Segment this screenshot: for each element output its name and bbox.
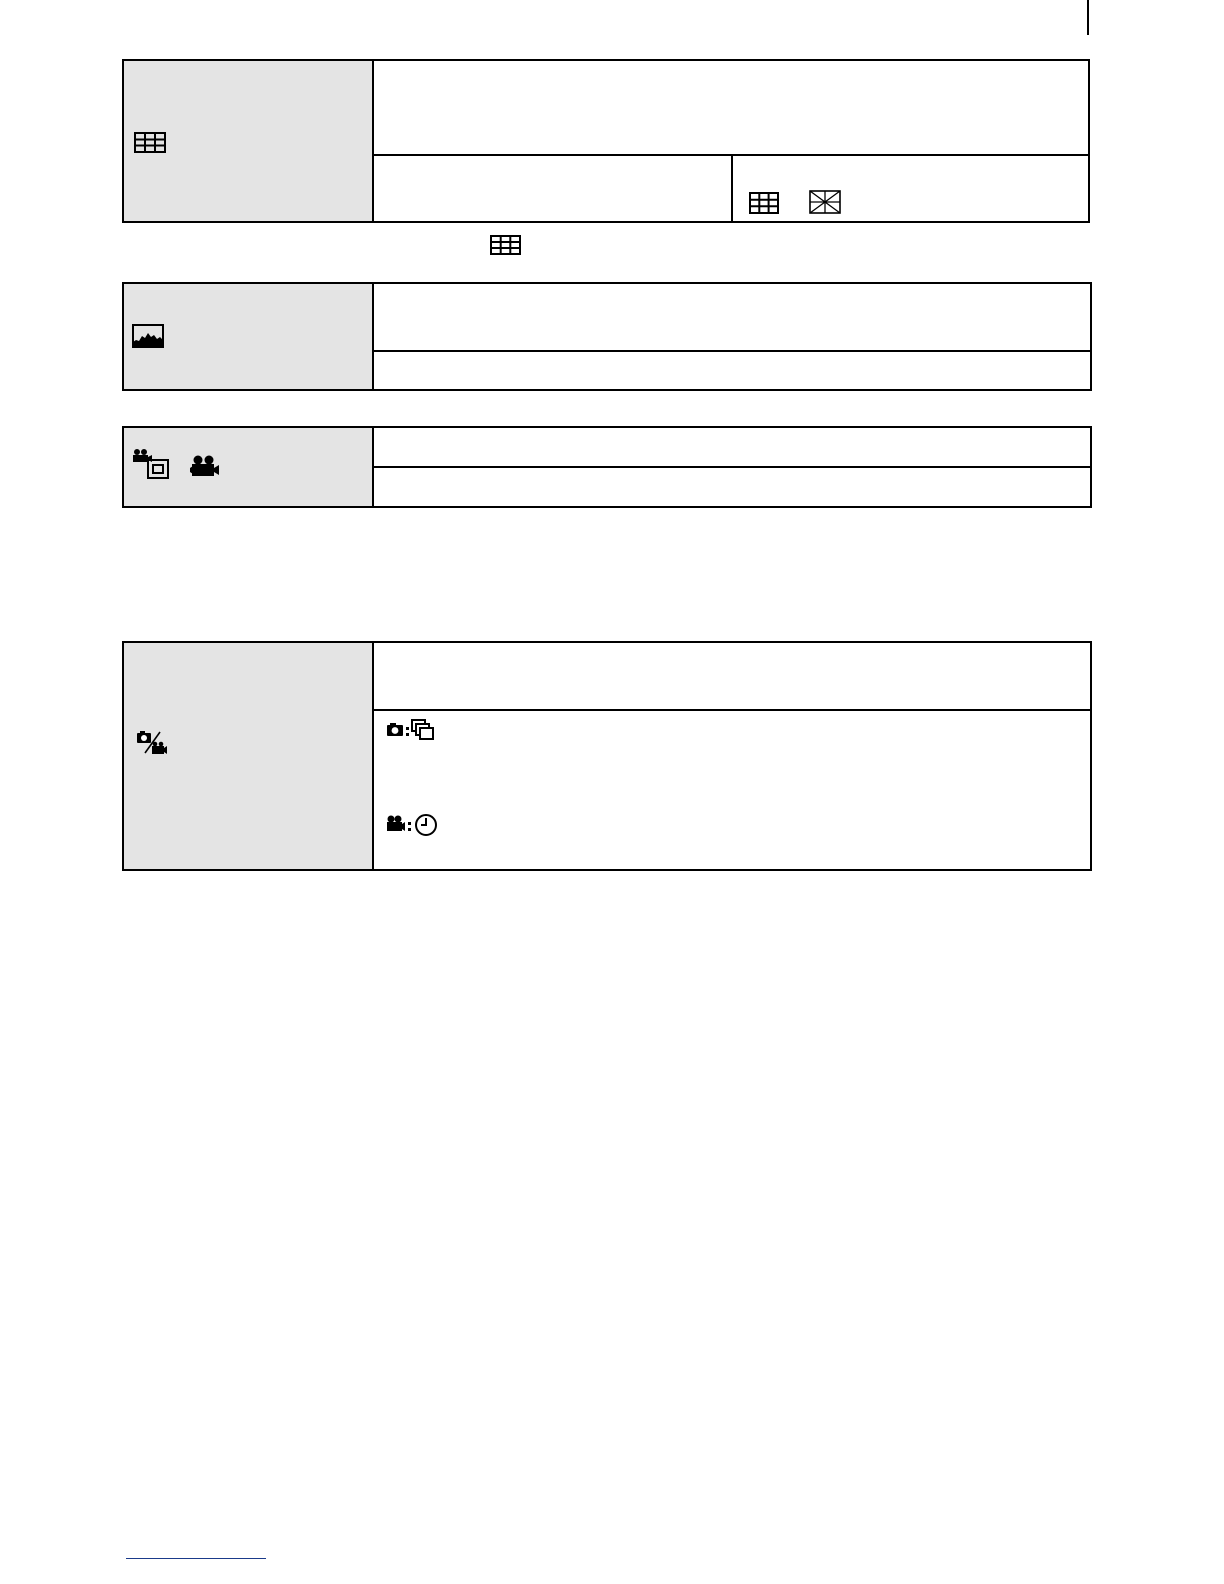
histogram-label-cell <box>124 284 374 389</box>
table-row-divider <box>372 154 1088 156</box>
rec-mode-label-cell <box>124 643 374 869</box>
video-recording-area-label-cell <box>124 428 374 506</box>
guide-line-label-cell <box>124 61 374 221</box>
table-row-divider <box>374 466 1090 468</box>
camera-burst-icon <box>386 718 442 742</box>
movie-timer-icon <box>386 813 438 837</box>
movie-frame-icon <box>132 448 170 480</box>
table-row-divider <box>374 350 1090 352</box>
grid-icon <box>134 132 166 153</box>
camera-movie-icon <box>136 729 168 755</box>
footer-rule <box>126 1558 266 1559</box>
grid-icon <box>490 235 521 255</box>
guide-line-table <box>122 59 1090 223</box>
video-recording-area-table <box>122 426 1092 508</box>
movie-camera-icon <box>190 455 220 477</box>
grid-icon <box>749 192 779 214</box>
histogram-icon <box>132 324 164 348</box>
table-row-divider <box>374 709 1090 711</box>
diagonal-grid-icon <box>809 190 841 214</box>
table-column-divider <box>731 154 733 221</box>
histogram-table <box>122 282 1092 391</box>
top-divider-line <box>1087 0 1089 35</box>
rec-mode-table <box>122 641 1092 871</box>
